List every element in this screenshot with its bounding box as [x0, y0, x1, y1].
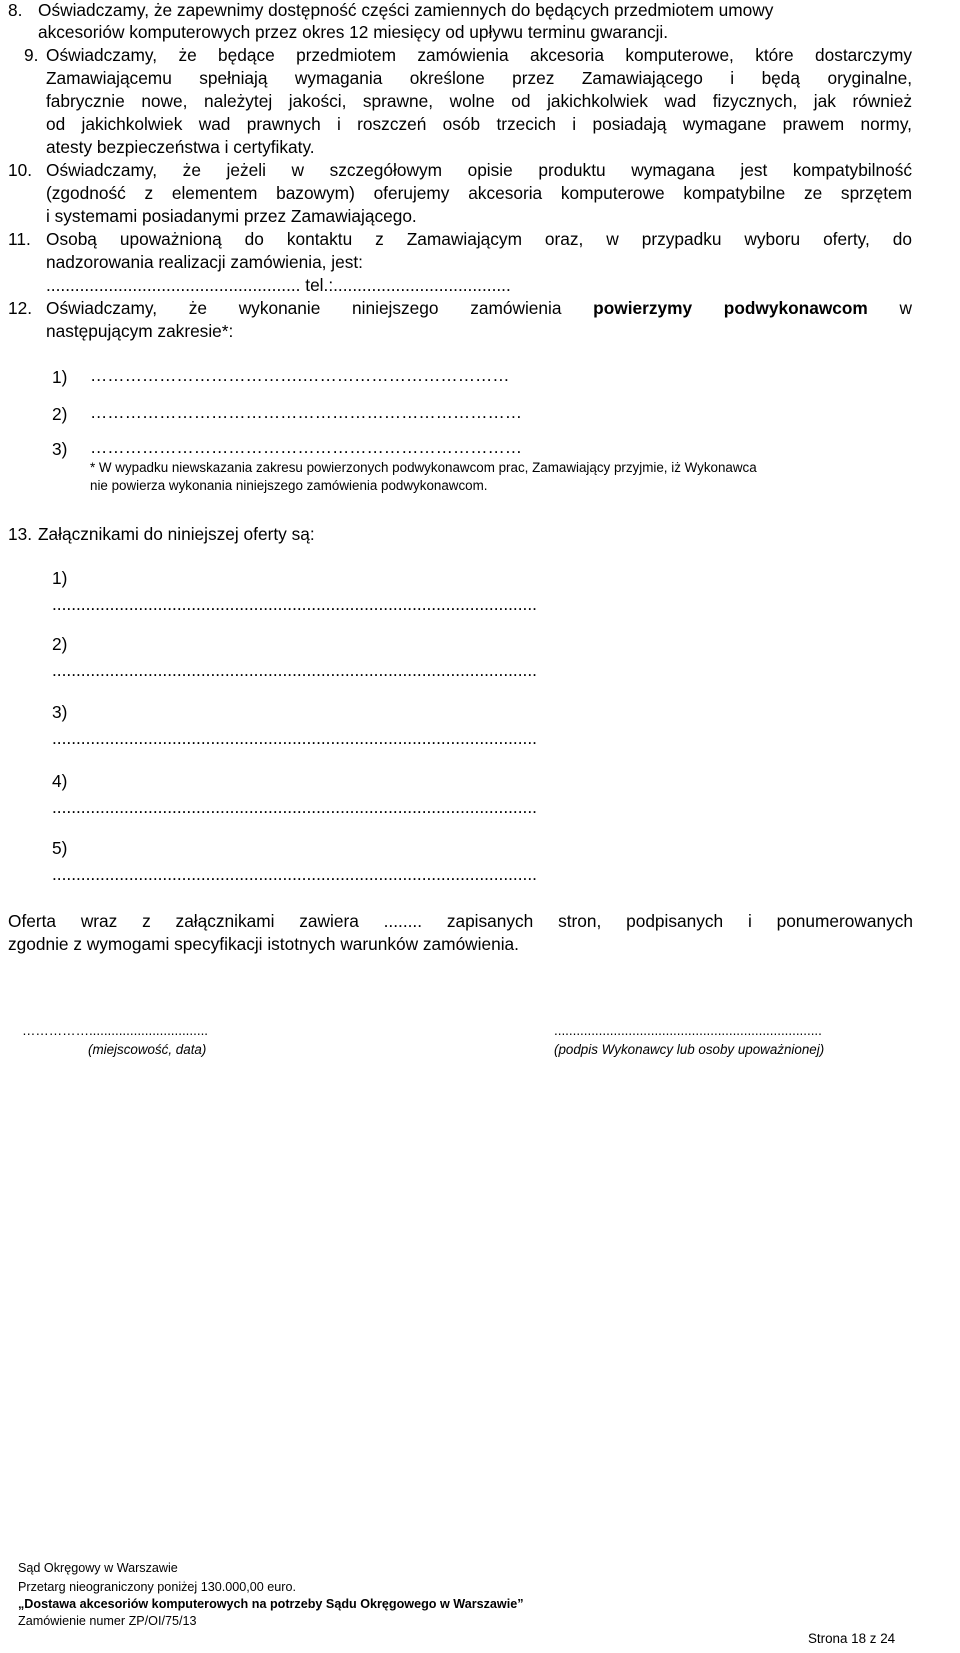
subcontract-note-line-2: nie powierza wykonania niniejszego zamówienia podwykonawcom. [90, 478, 488, 493]
subcontract-2-field[interactable]: ………………………………………………………………… [90, 402, 523, 422]
attachment-3-number: 3) [52, 702, 68, 722]
place-date-label: (miejscowość, data) [88, 1042, 207, 1057]
item-13-number: 13. [8, 524, 33, 544]
attachment-5-field[interactable]: ..................................................................................................... [52, 864, 537, 884]
item-9-line-3: fabrycznie nowe, należytej jakości, sprawne, wolne od jakichkolwiek wad fizycznych, jak również [46, 91, 912, 111]
footer-tender: Przetarg nieograniczony poniżej 130.000,00 euro. [18, 1580, 296, 1594]
item-11-contact-fill[interactable]: ..................................................... tel.:..................................... [46, 275, 511, 295]
item-10-line-2: (zgodność z elementem bazowym) oferujemy akcesoria komputerowe kompatybilne ze sprzętem [46, 183, 912, 203]
subcontract-note-line-1: * W wypadku niewskazania zakresu powierzonych podwykonawcom prac, Zamawiający przyjmie, iż Wykonawca [90, 460, 757, 475]
item-10-line-3: i systemami posiadanymi przez Zamawiającego. [46, 206, 417, 226]
subcontract-2-number: 2) [52, 404, 68, 424]
item-13-label: Załącznikami do niniejszej oferty są: [38, 524, 315, 544]
closing-line-1: Oferta wraz z załącznikami zawiera ........ zapisanych stron, podpisanych i ponumerowanych [8, 911, 913, 931]
item-9-line-5: atesty bezpieczeństwa i certyfikaty. [46, 137, 315, 157]
item-8-line-2: akcesoriów komputerowych przez okres 12 miesięcy od upływu terminu gwarancji. [38, 22, 669, 42]
item-12-number: 12. [8, 298, 33, 318]
item-8-line-1: Oświadczamy, że zapewnimy dostępność części zamiennych do będących przedmiotem umowy [38, 0, 774, 20]
attachment-3-field[interactable]: ..................................................................................................... [52, 728, 537, 748]
item-11-number: 11. [8, 229, 31, 249]
subcontract-1-number: 1) [52, 367, 68, 387]
subcontract-1-field[interactable]: ……………………………….……………………………… [90, 365, 510, 385]
attachment-1-number: 1) [52, 568, 68, 588]
item-12-line-2: następującym zakresie*: [46, 321, 234, 341]
item-10-number: 10. [8, 160, 33, 180]
footer-court: Sąd Okręgowy w Warszawie [18, 1561, 178, 1575]
subcontract-3-number: 3) [52, 439, 68, 459]
item-12-text-bold: powierzymy podwykonawcom [593, 298, 868, 318]
signature-field[interactable]: ........................................................................ [554, 1023, 822, 1038]
signature-label: (podpis Wykonawcy lub osoby upoważnionej) [554, 1042, 825, 1057]
attachment-2-number: 2) [52, 634, 68, 654]
item-9-line-2: Zamawiającemu spełniają wymagania określone przez Zamawiającego i będą oryginalne, [46, 68, 912, 88]
item-11-line-1: Osobą upoważnioną do kontaktu z Zamawiającym oraz, w przypadku wyboru oferty, do [46, 229, 912, 249]
place-date-field[interactable]: ……………................................ [22, 1023, 209, 1038]
footer-order-number: Zamówienie numer ZP/OI/75/13 [18, 1614, 197, 1628]
subcontract-3-field[interactable]: ………………………………………………………………… [90, 437, 523, 457]
closing-line-2: zgodnie z wymogami specyfikacji istotnych warunków zamówienia. [8, 934, 519, 954]
item-11-line-2: nadzorowania realizacji zamówienia, jest: [46, 252, 363, 272]
item-9-line-1: Oświadczamy, że będące przedmiotem zamówienia akcesoria komputerowe, które dostarczymy [46, 45, 912, 65]
attachment-2-field[interactable]: ..................................................................................................... [52, 660, 537, 680]
attachment-1-field[interactable]: ..................................................................................................... [52, 594, 537, 614]
attachment-4-number: 4) [52, 771, 68, 791]
attachment-5-number: 5) [52, 838, 68, 858]
item-9-number: 9. [24, 45, 39, 65]
item-12-text-post: w [899, 298, 912, 318]
page-number: Strona 18 z 24 [808, 1631, 896, 1646]
item-12-text-pre: Oświadczamy, że wykonanie niniejszego zamówienia [46, 298, 562, 318]
item-8-number: 8. [8, 0, 23, 20]
item-10-line-1: Oświadczamy, że jeżeli w szczegółowym opisie produktu wymagana jest kompatybilność [46, 160, 912, 180]
item-9-line-4: od jakichkolwiek wad prawnych i roszczeń osób trzecich i posiadają wymagane prawem normy, [46, 114, 912, 134]
attachment-4-field[interactable]: ..................................................................................................... [52, 797, 537, 817]
footer-title: „Dostawa akcesoriów komputerowych na potrzeby Sądu Okręgowego w Warszawie” [18, 1597, 524, 1611]
item-12-line-1 [46, 298, 912, 318]
